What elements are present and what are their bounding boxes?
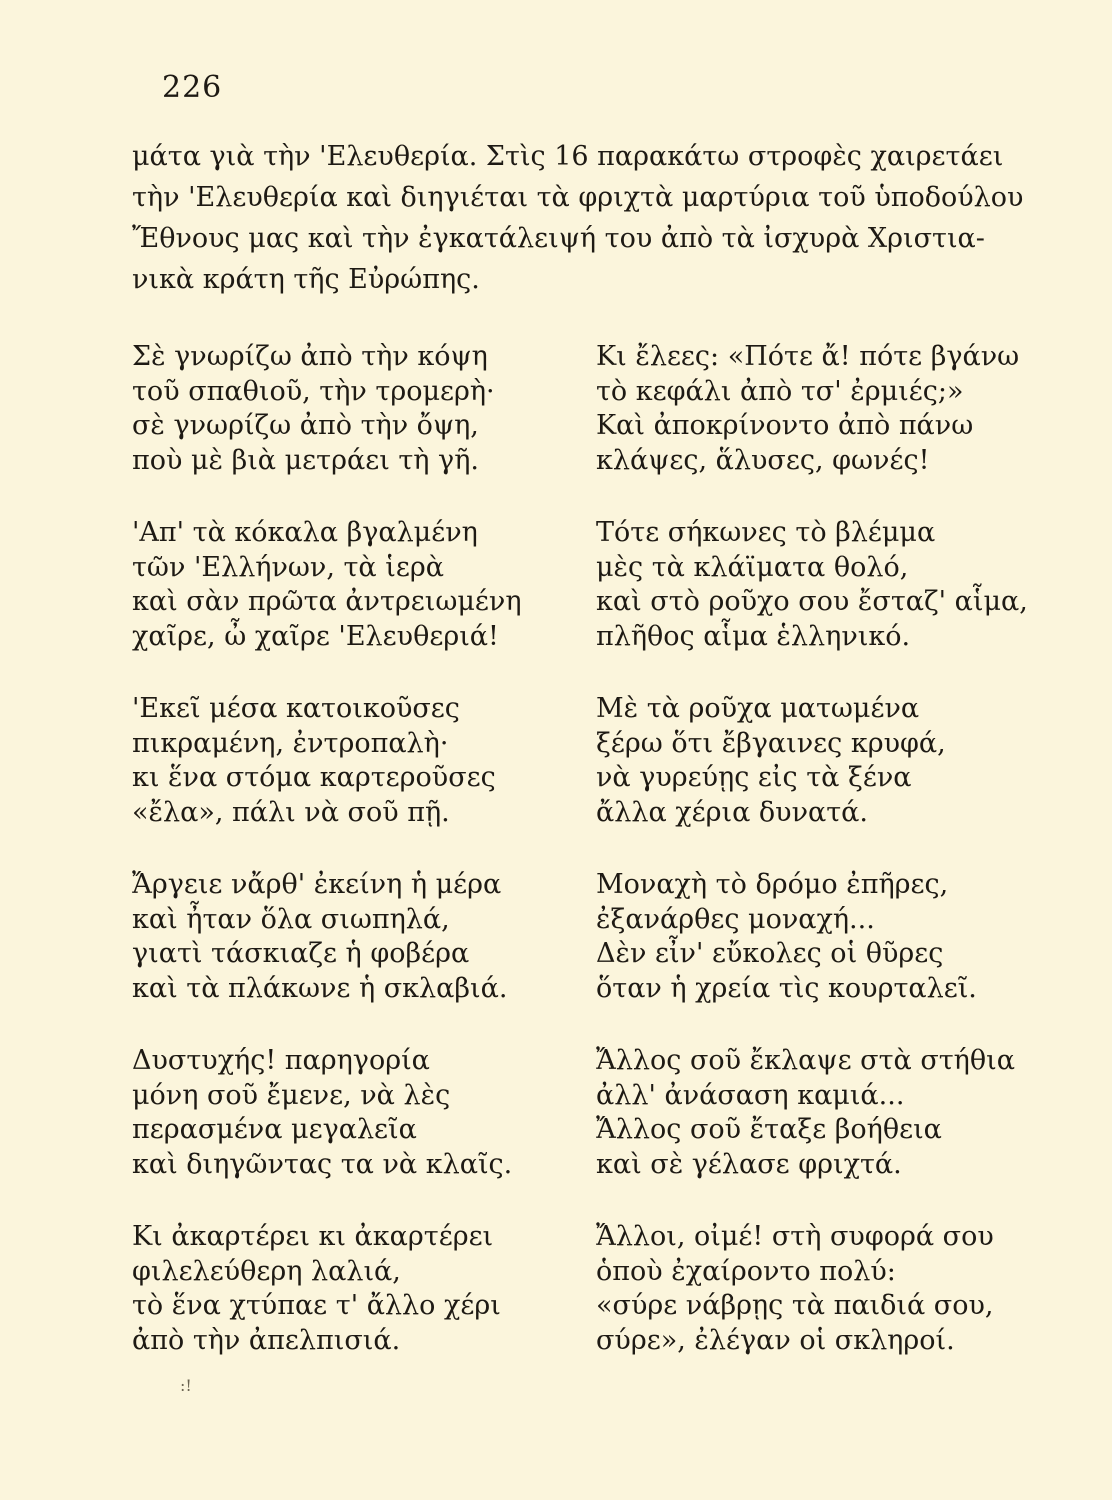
verse-line: Καὶ ἀποκρίνοντο ἀπὸ πάνω: [596, 410, 974, 441]
stanza: [132, 868, 572, 1044]
stanza: [132, 692, 572, 868]
verse-line: «ἔλα», πάλι νὰ σοῦ πῇ.: [132, 796, 450, 828]
verse-line: γιατὶ τάσκιαζε ἡ φοβέρα: [132, 938, 470, 969]
intro-line: τὴν 'Ελευθερία καὶ διηγιέται τὰ φριχτὰ μαρτύρια τοῦ ὑποδούλου: [132, 182, 1024, 213]
stanza: [132, 516, 572, 692]
poem-right-column: [596, 340, 1066, 1396]
intro-line: νικὰ κράτη τῆς Εὐρώπης.: [132, 264, 480, 295]
verse-line: μὲς τὰ κλάϊματα θολό,: [596, 551, 909, 583]
verse-line: πικραμένη, ἐντροπαλὴ·: [132, 727, 449, 759]
verse-line: ἀπὸ τὴν ἀπελπισιά.: [132, 1324, 401, 1356]
poem-left-column: [132, 340, 572, 1396]
verse-line: καὶ σὰν πρῶτα ἀντρειωμένη: [132, 586, 522, 617]
verse-line: Μοναχὴ τὸ δρόμο ἐπῆρες,: [596, 869, 949, 900]
verse-line: καὶ διηγῶντας τα νὰ κλαῖς.: [132, 1148, 513, 1180]
verse-line: τὸ κεφάλι ἀπὸ τσ' ἐρμιές;»: [596, 375, 964, 407]
verse-line: Δυστυχής! παρηγορία: [132, 1045, 430, 1076]
verse-line: ἄλλα χέρια δυνατά.: [596, 796, 868, 828]
verse-line: Ἄλλος σοῦ ἔκλαψε στὰ στήθια: [596, 1045, 1015, 1076]
intro-paragraph: [132, 136, 1062, 300]
verse-line: 'Εκεῖ μέσα κατοικοῦσες: [132, 693, 460, 724]
verse-line: μόνη σοῦ ἔμενε, νὰ λὲς: [132, 1079, 451, 1111]
verse-line: Ἄλλοι, οἰμέ! στὴ συφορά σου: [596, 1221, 994, 1252]
verse-line: φιλελεύθερη λαλιά,: [132, 1255, 401, 1287]
verse-line: τοῦ σπαθιοῦ, τὴν τρομερὴ·: [132, 375, 495, 407]
verse-line: νὰ γυρεύῃς εἰς τὰ ξένα: [596, 762, 912, 793]
verse-line: περασμένα μεγαλεῖα: [132, 1114, 417, 1145]
verse-line: καὶ σὲ γέλασε φριχτά.: [596, 1148, 902, 1180]
verse-line: τὸ ἕνα χτύπαε τ' ἄλλο χέρι: [132, 1290, 501, 1321]
verse-line: Κι ἔλεες: «Πότε ἄ! πότε βγάνω: [596, 341, 1020, 372]
verse-line: ξέρω ὅτι ἔβγαινες κρυφά,: [596, 727, 946, 759]
stanza: [596, 340, 1066, 516]
stanza: [132, 340, 572, 516]
verse-line: κι ἕνα στόμα καρτεροῦσες: [132, 762, 496, 793]
stanza: [596, 1220, 1066, 1396]
stanza: [596, 1044, 1066, 1220]
stanza: [596, 868, 1066, 1044]
verse-line: Μὲ τὰ ροῦχα ματωμένα: [596, 693, 920, 724]
verse-line: καὶ στὸ ροῦχο σου ἔσταζ' αἷμα,: [596, 586, 1028, 617]
verse-line: χαῖρε, ὦ χαῖρε 'Ελευθεριά!: [132, 620, 499, 652]
verse-line: Ἄλλος σοῦ ἔταξε βοήθεια: [596, 1114, 942, 1145]
verse-line: πλῆθος αἷμα ἑλληνικό.: [596, 620, 911, 652]
verse-line: ἀλλ' ἀνάσαση καμιά...: [596, 1079, 905, 1111]
verse-line: Σὲ γνωρίζω ἀπὸ τὴν κόψη: [132, 341, 488, 372]
verse-line: ὅταν ἡ χρεία τὶς κουρταλεῖ.: [596, 972, 977, 1004]
verse-line: ἐξανάρθες μοναχή...: [596, 903, 875, 935]
verse-line: ποὺ μὲ βιὰ μετράει τὴ γῆ.: [132, 444, 479, 476]
intro-line: Ἔθνους μας καὶ τὴν ἐγκατάλειψή του ἀπὸ τὰ ἰσχυρὰ Χριστια-: [132, 223, 985, 254]
verse-line: κλάψες, ἅλυσες, φωνές!: [596, 444, 930, 476]
stanza: [596, 692, 1066, 868]
verse-line: σύρε», ἐλέγαν οἱ σκληροί.: [596, 1324, 955, 1356]
stanza: [132, 1220, 572, 1396]
verse-line: τῶν 'Ελλήνων, τὰ ἱερὰ: [132, 551, 444, 583]
verse-line: «σύρε νάβρῃς τὰ παιδιά σου,: [596, 1290, 994, 1321]
stanza: [596, 516, 1066, 692]
intro-line: μάτα γιὰ τὴν 'Ελευθερία. Στὶς 16 παρακάτω στροφὲς χαιρετάει: [132, 141, 1004, 172]
verse-line: 'Απ' τὰ κόκαλα βγαλμένη: [132, 517, 478, 548]
stanza: [132, 1044, 572, 1220]
verse-line: καὶ ἦταν ὅλα σιωπηλά,: [132, 903, 450, 935]
verse-line: Ἄργειε νἄρθ' ἐκείνη ἡ μέρα: [132, 869, 502, 900]
verse-line: Κι ἀκαρτέρει κι ἀκαρτέρει: [132, 1221, 494, 1252]
footnote-mark: :!: [180, 1376, 192, 1395]
verse-line: Τότε σήκωνες τὸ βλέμμα: [596, 517, 936, 548]
verse-line: σὲ γνωρίζω ἀπὸ τὴν ὄψη,: [132, 410, 479, 441]
verse-line: ὁποὺ ἐχαίροντο πολύ:: [596, 1255, 896, 1287]
page-number: 226: [162, 70, 223, 105]
verse-line: Δὲν εἶν' εὔκολες οἱ θῦρες: [596, 938, 944, 969]
verse-line: καὶ τὰ πλάκωνε ἡ σκλαβιά.: [132, 972, 508, 1004]
